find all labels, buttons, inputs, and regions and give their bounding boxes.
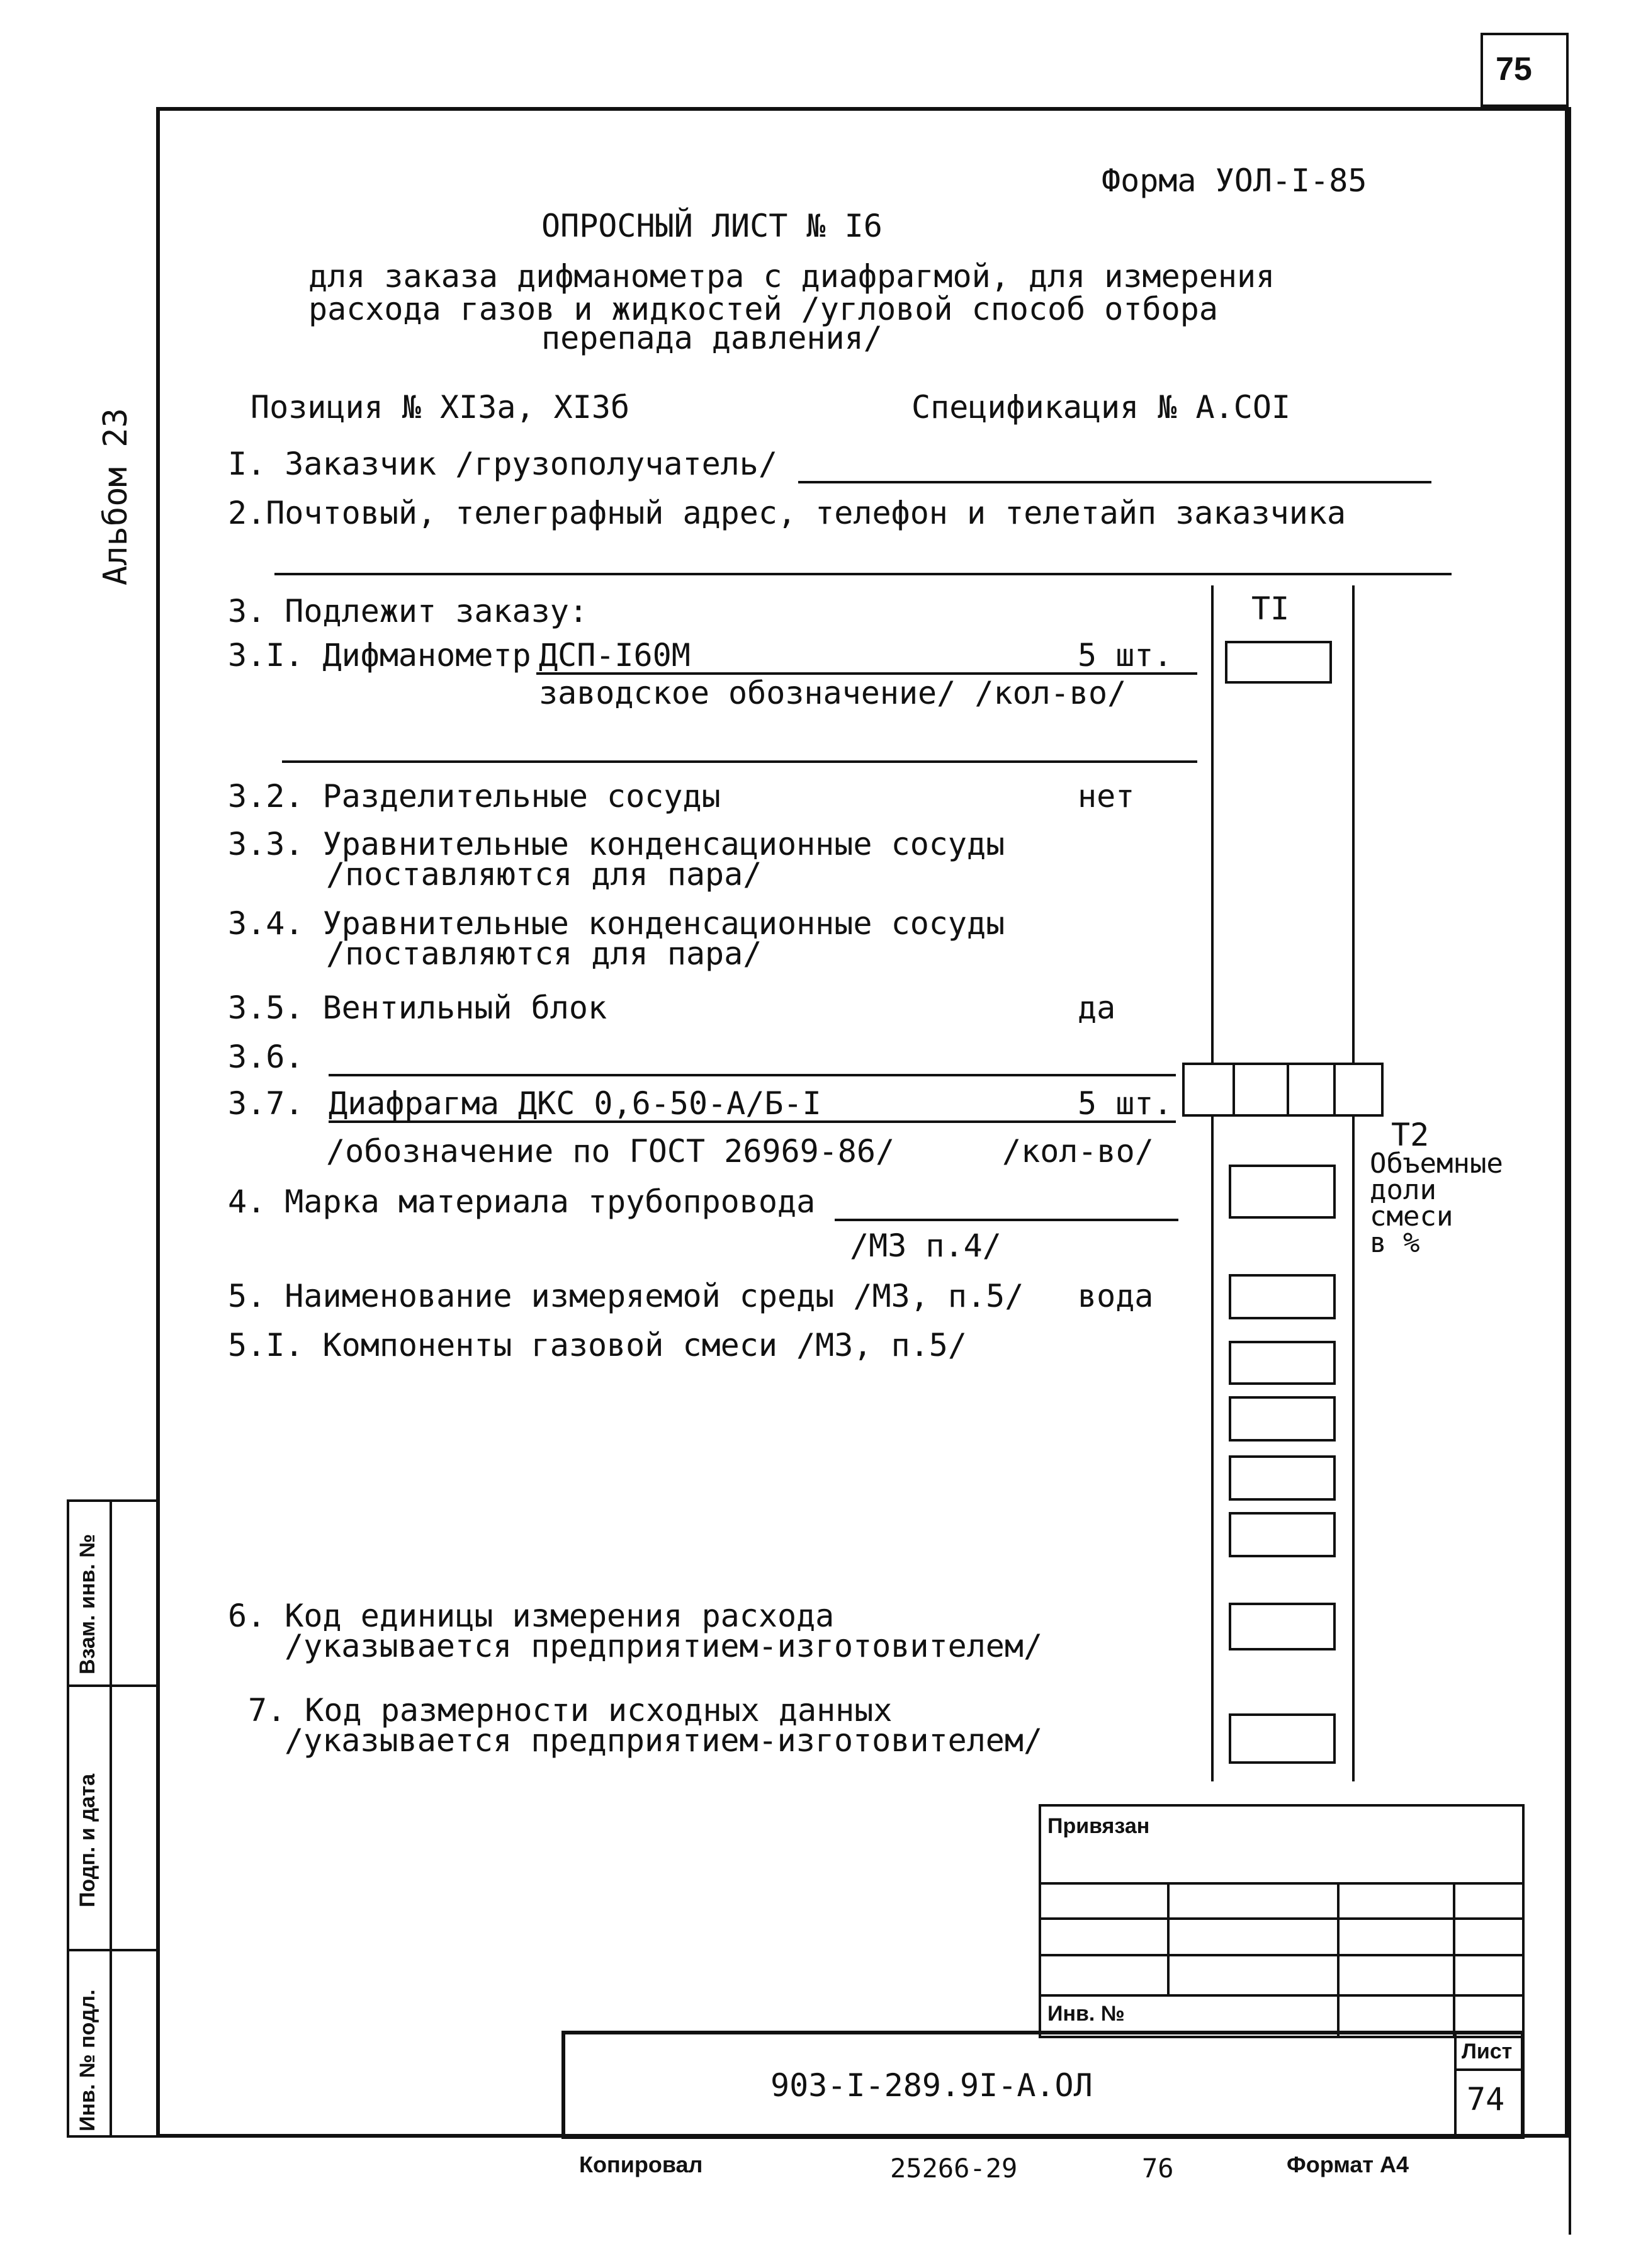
item-4-box[interactable] <box>1229 1165 1336 1219</box>
item-3-1-caption: заводское обозначение/ /кол-во/ <box>539 675 1127 711</box>
item-3-1-label: 3.I. Дифманометр <box>228 637 531 674</box>
item-3-3-note: /поставляются для пара/ <box>326 856 762 893</box>
code-box-div-3 <box>1333 1063 1336 1117</box>
left-stamp-sep-2 <box>67 1949 160 1951</box>
item-1-underline <box>798 481 1431 483</box>
column-left-line <box>1211 585 1214 1781</box>
footer-sheet: 76 <box>1142 2153 1174 2184</box>
item-5-box[interactable] <box>1229 1274 1336 1319</box>
subtitle-line-3: перепада давления/ <box>541 320 883 356</box>
column-right-line <box>1352 585 1355 1781</box>
position-label: Позиция № XI3а, XI3б <box>251 389 630 426</box>
title-block-divider <box>1454 2031 1457 2139</box>
stamp-col-3 <box>1453 1882 1455 2038</box>
form-code: Форма УОЛ-I-85 <box>1102 162 1367 199</box>
item-3-7-label: 3.7. <box>228 1085 304 1122</box>
vzam-inv-label: Взам. инв. № <box>76 1533 99 1674</box>
code-box-div-1 <box>1233 1063 1235 1117</box>
subtitle-line-1: для заказа дифманометра с диафрагмой, для измерения <box>308 258 1275 295</box>
item-6-box[interactable] <box>1229 1603 1336 1650</box>
item-3-2-value: нет <box>1078 778 1135 815</box>
item-4-note: /М3 п.4/ <box>850 1227 1001 1264</box>
item-3-7-value: Диафрагма ДКС 0,6-50-А/Б-I <box>329 1085 821 1122</box>
component-box-2[interactable] <box>1229 1396 1336 1441</box>
list-value: 74 <box>1467 2081 1505 2118</box>
stamp-row-1 <box>1039 1882 1525 1885</box>
left-stamp-divider <box>110 1499 112 2138</box>
item-6-note: /указывается предприятием-изготовителем/ <box>285 1628 1043 1664</box>
item-5-1-label: 5.I. Компоненты газовой смеси /М3, п.5/ <box>228 1327 967 1363</box>
item-3-3-label: 3.3. Уравнительные конденсационные сосуды <box>228 826 1005 862</box>
t1-input-box[interactable] <box>1225 641 1332 684</box>
item-3-6-label: 3.6. <box>228 1039 304 1075</box>
item-1-customer: I. Заказчик /грузополучатель/ <box>228 446 777 482</box>
t2-label: T2 <box>1391 1117 1430 1153</box>
item-4-underline <box>835 1219 1178 1221</box>
item-2-address: 2.Почтовый, телеграфный адрес, телефон и телетайп заказчика <box>228 495 1346 531</box>
footer-number: 25266-29 <box>890 2153 1018 2184</box>
component-box-1[interactable] <box>1229 1341 1336 1385</box>
item-3-7-caption-right: /кол-во/ <box>1002 1133 1154 1170</box>
item-7-label: 7. Код размерности исходных данных <box>248 1692 893 1729</box>
item-3-5-value: да <box>1078 990 1116 1026</box>
code-box-div-2 <box>1287 1063 1289 1117</box>
item-3-6-underline <box>329 1074 1176 1076</box>
inv-podl-label: Инв. № подл. <box>76 1989 99 2131</box>
list-label: Лист <box>1462 2040 1513 2063</box>
item-3-7-underline <box>329 1120 1176 1123</box>
inv-no-label: Инв. № <box>1047 2002 1125 2026</box>
album-label: Альбом 23 <box>97 408 135 585</box>
document-code: 903-I-289.9I-А.ОЛ <box>770 2067 1093 2104</box>
item-6-label: 6. Код единицы измерения расхода <box>228 1598 835 1634</box>
item-3-1-qty: 5 шт. <box>1078 637 1173 674</box>
item-2-underline <box>274 573 1452 575</box>
component-box-3[interactable] <box>1229 1455 1336 1501</box>
page-number: 75 <box>1496 51 1532 87</box>
item-7-box[interactable] <box>1229 1713 1336 1764</box>
item-3-7-caption-left: /обозначение по ГОСТ 26969-86/ <box>326 1133 895 1170</box>
footer-format: Формат А4 <box>1287 2152 1409 2177</box>
podp-date-label: Подп. и дата <box>76 1773 99 1907</box>
component-box-4[interactable] <box>1229 1512 1336 1557</box>
privyazan-label: Привязан <box>1047 1814 1150 1838</box>
item-3-7-code-box[interactable] <box>1182 1063 1384 1117</box>
item-3-4-label: 3.4. Уравнительные конденсационные сосуды <box>228 905 1005 942</box>
left-stamp-sep-1 <box>67 1684 160 1687</box>
t2-line-1: Объемные <box>1370 1148 1503 1180</box>
item-3-1-extra-line <box>282 760 1197 763</box>
right-edge-line <box>1569 107 1571 2235</box>
item-3-4-note: /поставляются для пара/ <box>326 935 762 972</box>
item-3-7-qty: 5 шт. <box>1078 1085 1173 1122</box>
t2-line-3: смеси <box>1370 1200 1453 1233</box>
form-title: ОПРОСНЫЙ ЛИСТ № I6 <box>541 208 883 244</box>
t2-line-2: доли <box>1370 1174 1436 1206</box>
list-row-line <box>1454 2068 1525 2071</box>
item-3-1-value: ДСП-I60М <box>539 637 691 674</box>
stamp-col-2 <box>1337 1882 1340 2038</box>
item-4-label: 4. Марка материала трубопровода <box>228 1183 816 1220</box>
item-5-label: 5. Наименование измеряемой среды /М3, п.5/ <box>228 1278 1024 1314</box>
stamp-row-3 <box>1039 1954 1525 1956</box>
item-5-value: вода <box>1078 1278 1154 1314</box>
specification-label: Спецификация № А.COI <box>911 389 1291 426</box>
t1-label: TI <box>1251 590 1290 627</box>
subtitle-line-2: расхода газов и жидкостей /угловой способ отбора <box>308 291 1218 327</box>
footer-kopiroval: Копировал <box>579 2152 703 2177</box>
stamp-row-4 <box>1039 1994 1525 1997</box>
item-3-5-label: 3.5. Вентильный блок <box>228 990 607 1026</box>
stamp-row-2 <box>1039 1917 1525 1920</box>
item-3-2-label: 3.2. Разделительные сосуды <box>228 778 721 815</box>
stamp-col-1 <box>1167 1882 1170 1994</box>
t2-line-4: в % <box>1370 1227 1420 1259</box>
item-3-label: 3. Подлежит заказу: <box>228 593 588 629</box>
item-7-note: /указывается предприятием-изготовителем/ <box>285 1722 1043 1759</box>
